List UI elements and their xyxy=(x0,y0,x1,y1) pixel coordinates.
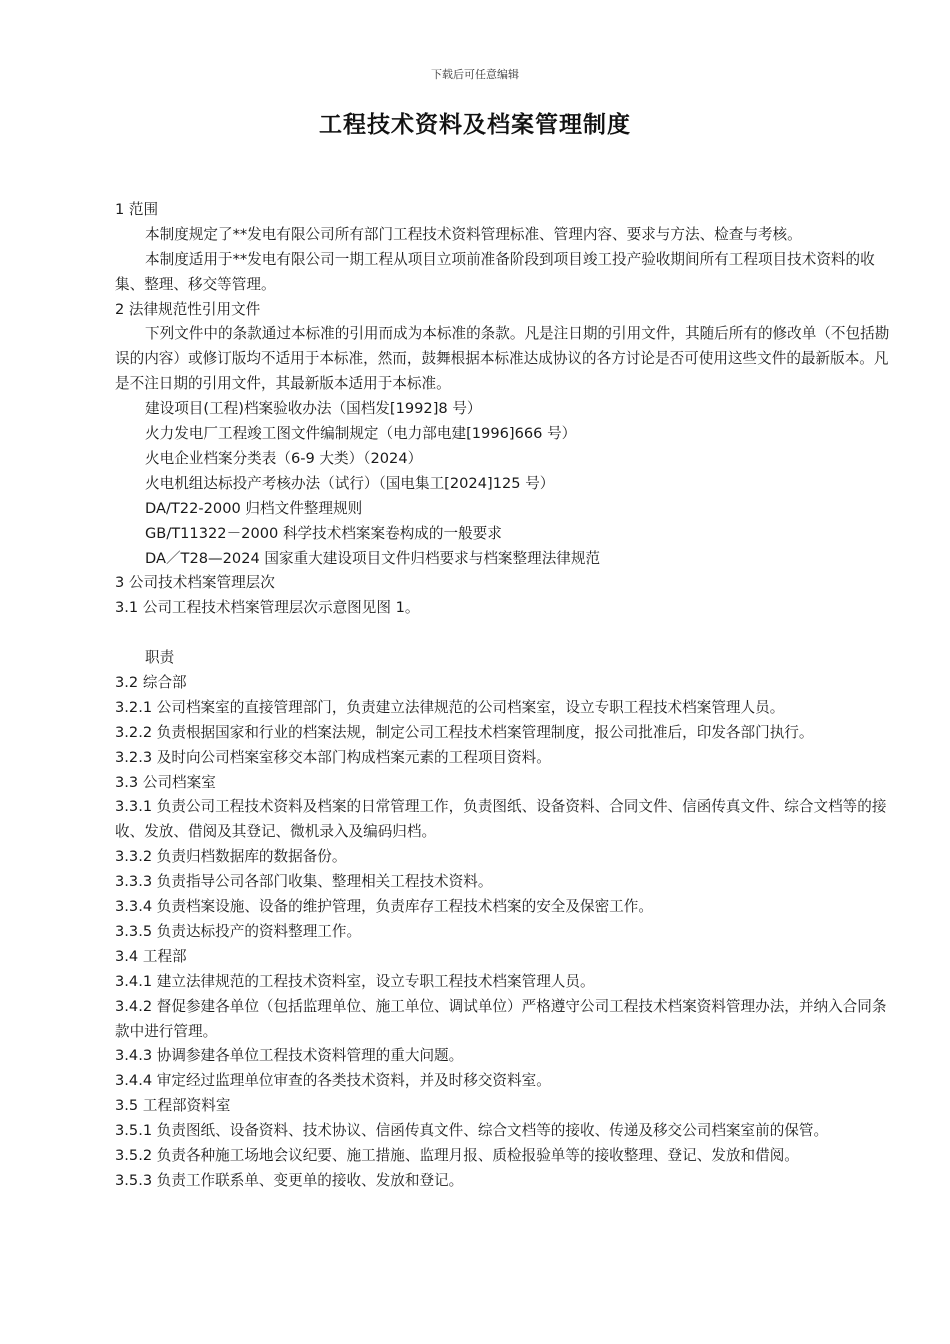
body-paragraph: 2 法律规范性引用文件 xyxy=(115,300,261,318)
body-paragraph: 火电机组达标投产考核办法（试行）（国电集工[2024]125 号） xyxy=(145,474,555,492)
document-title: 工程技术资料及档案管理制度 xyxy=(319,112,631,138)
body-paragraph: 3.3.2 负责归档数据库的数据备份。 xyxy=(115,848,347,866)
document-body xyxy=(115,198,895,1194)
body-paragraph: 3.2 综合部 xyxy=(115,674,187,691)
body-paragraph: 3.4.1 建立法律规范的工程技术资料室，设立专职工程技术档案管理人员。 xyxy=(115,972,595,990)
body-paragraph: 本制度规定了**发电有限公司所有部门工程技术资料管理标准、管理内容、要求与方法、检查与考核。 xyxy=(145,225,802,243)
body-paragraph: 3.5.3 负责工作联系单、变更单的接收、发放和登记。 xyxy=(115,1171,464,1189)
body-paragraph: 火电企业档案分类表（6-9 大类）（2024） xyxy=(145,449,423,467)
body-paragraph: 3.5.2 负责各种施工场地会议纪要、施工措施、监理月报、质检报验单等的接收整理、登记、发放和借阅。 xyxy=(115,1147,799,1165)
body-paragraph: 3.1 公司工程技术档案管理层次示意图见图 1。 xyxy=(115,599,420,617)
body-paragraph: 3.2.2 负责根据国家和行业的档案法规，制定公司工程技术档案管理制度，报公司批准后，印发各部门执行。 xyxy=(115,723,814,741)
body-paragraph: 职责 xyxy=(145,649,175,667)
body-paragraph: 3.3.3 负责指导公司各部门收集、整理相关工程技术资料。 xyxy=(115,873,493,891)
body-paragraph: 3 公司技术档案管理层次 xyxy=(115,574,275,592)
body-paragraph: 3.4.2 督促参建各单位（包括监理单位、施工单位、调试单位）严格遵守公司工程技术档案资料管理办法，并纳入合同条款中进行管理。 xyxy=(115,997,887,1040)
body-paragraph: 3.3.4 负责档案设施、设备的维护管理，负责库存工程技术档案的安全及保密工作。 xyxy=(115,898,653,916)
body-paragraph: DA／T28—2024 国家重大建设项目文件归档要求与档案整理法律规范 xyxy=(145,549,601,567)
body-paragraph: 3.2.1 公司档案室的直接管理部门，负责建立法律规范的公司档案室，设立专职工程技术档案管理人员。 xyxy=(115,698,785,716)
body-paragraph: DA/T22-2000 归档文件整理规则 xyxy=(145,499,363,517)
body-paragraph: 3.3.1 负责公司工程技术资料及档案的日常管理工作，负责图纸、设备资料、合同文件、信函传真文件、综合文档等的接收、发放、借阅及其登记、微机录入及编码归档。 xyxy=(115,798,887,841)
header-note: 下载后可任意编辑 xyxy=(431,68,519,81)
blank-line xyxy=(115,621,895,646)
body-paragraph: 本制度适用于**发电有限公司一期工程从项目立项前准备阶段到项目竣工投产验收期间所有工程项目技术资料的收集、整理、移交等管理。 xyxy=(115,250,875,293)
body-paragraph: 3.5.1 负责图纸、设备资料、技术协议、信函传真文件、综合文档等的接收、传递及移交公司档案室前的保管。 xyxy=(115,1122,829,1140)
body-paragraph: 3.3.5 负责达标投产的资料整理工作。 xyxy=(115,922,362,940)
body-paragraph: 3.2.3 及时向公司档案室移交本部门构成档案元素的工程项目资料。 xyxy=(115,748,551,766)
body-paragraph: 3.4.3 协调参建各单位工程技术资料管理的重大问题。 xyxy=(115,1047,464,1065)
body-paragraph: 火力发电厂工程竣工图文件编制规定（电力部电建[1996]666 号） xyxy=(145,425,577,443)
body-paragraph: 1 范围 xyxy=(115,201,159,218)
body-paragraph: 下列文件中的条款通过本标准的引用而成为本标准的条款。凡是注日期的引用文件，其随后所有的修改单（不包括勘误的内容）或修订版均不适用于本标准，然而，鼓舞根据本标准达成协议的各方讨论是否可使用这些文件的最新版本。凡是不注日期的引用文件，其最新版本适用于本标准。 xyxy=(115,325,890,393)
body-paragraph: 3.4.4 审定经过监理单位审查的各类技术资料，并及时移交资料室。 xyxy=(115,1072,551,1090)
body-paragraph: 建设项目(工程)档案验收办法（国档发[1992]8 号） xyxy=(145,400,482,418)
body-paragraph: 3.5 工程部资料室 xyxy=(115,1097,231,1115)
body-paragraph: GB/T11322－2000 科学技术档案案卷构成的一般要求 xyxy=(145,524,502,542)
body-paragraph: 3.4 工程部 xyxy=(115,947,187,965)
body-paragraph: 3.3 公司档案室 xyxy=(115,773,216,791)
